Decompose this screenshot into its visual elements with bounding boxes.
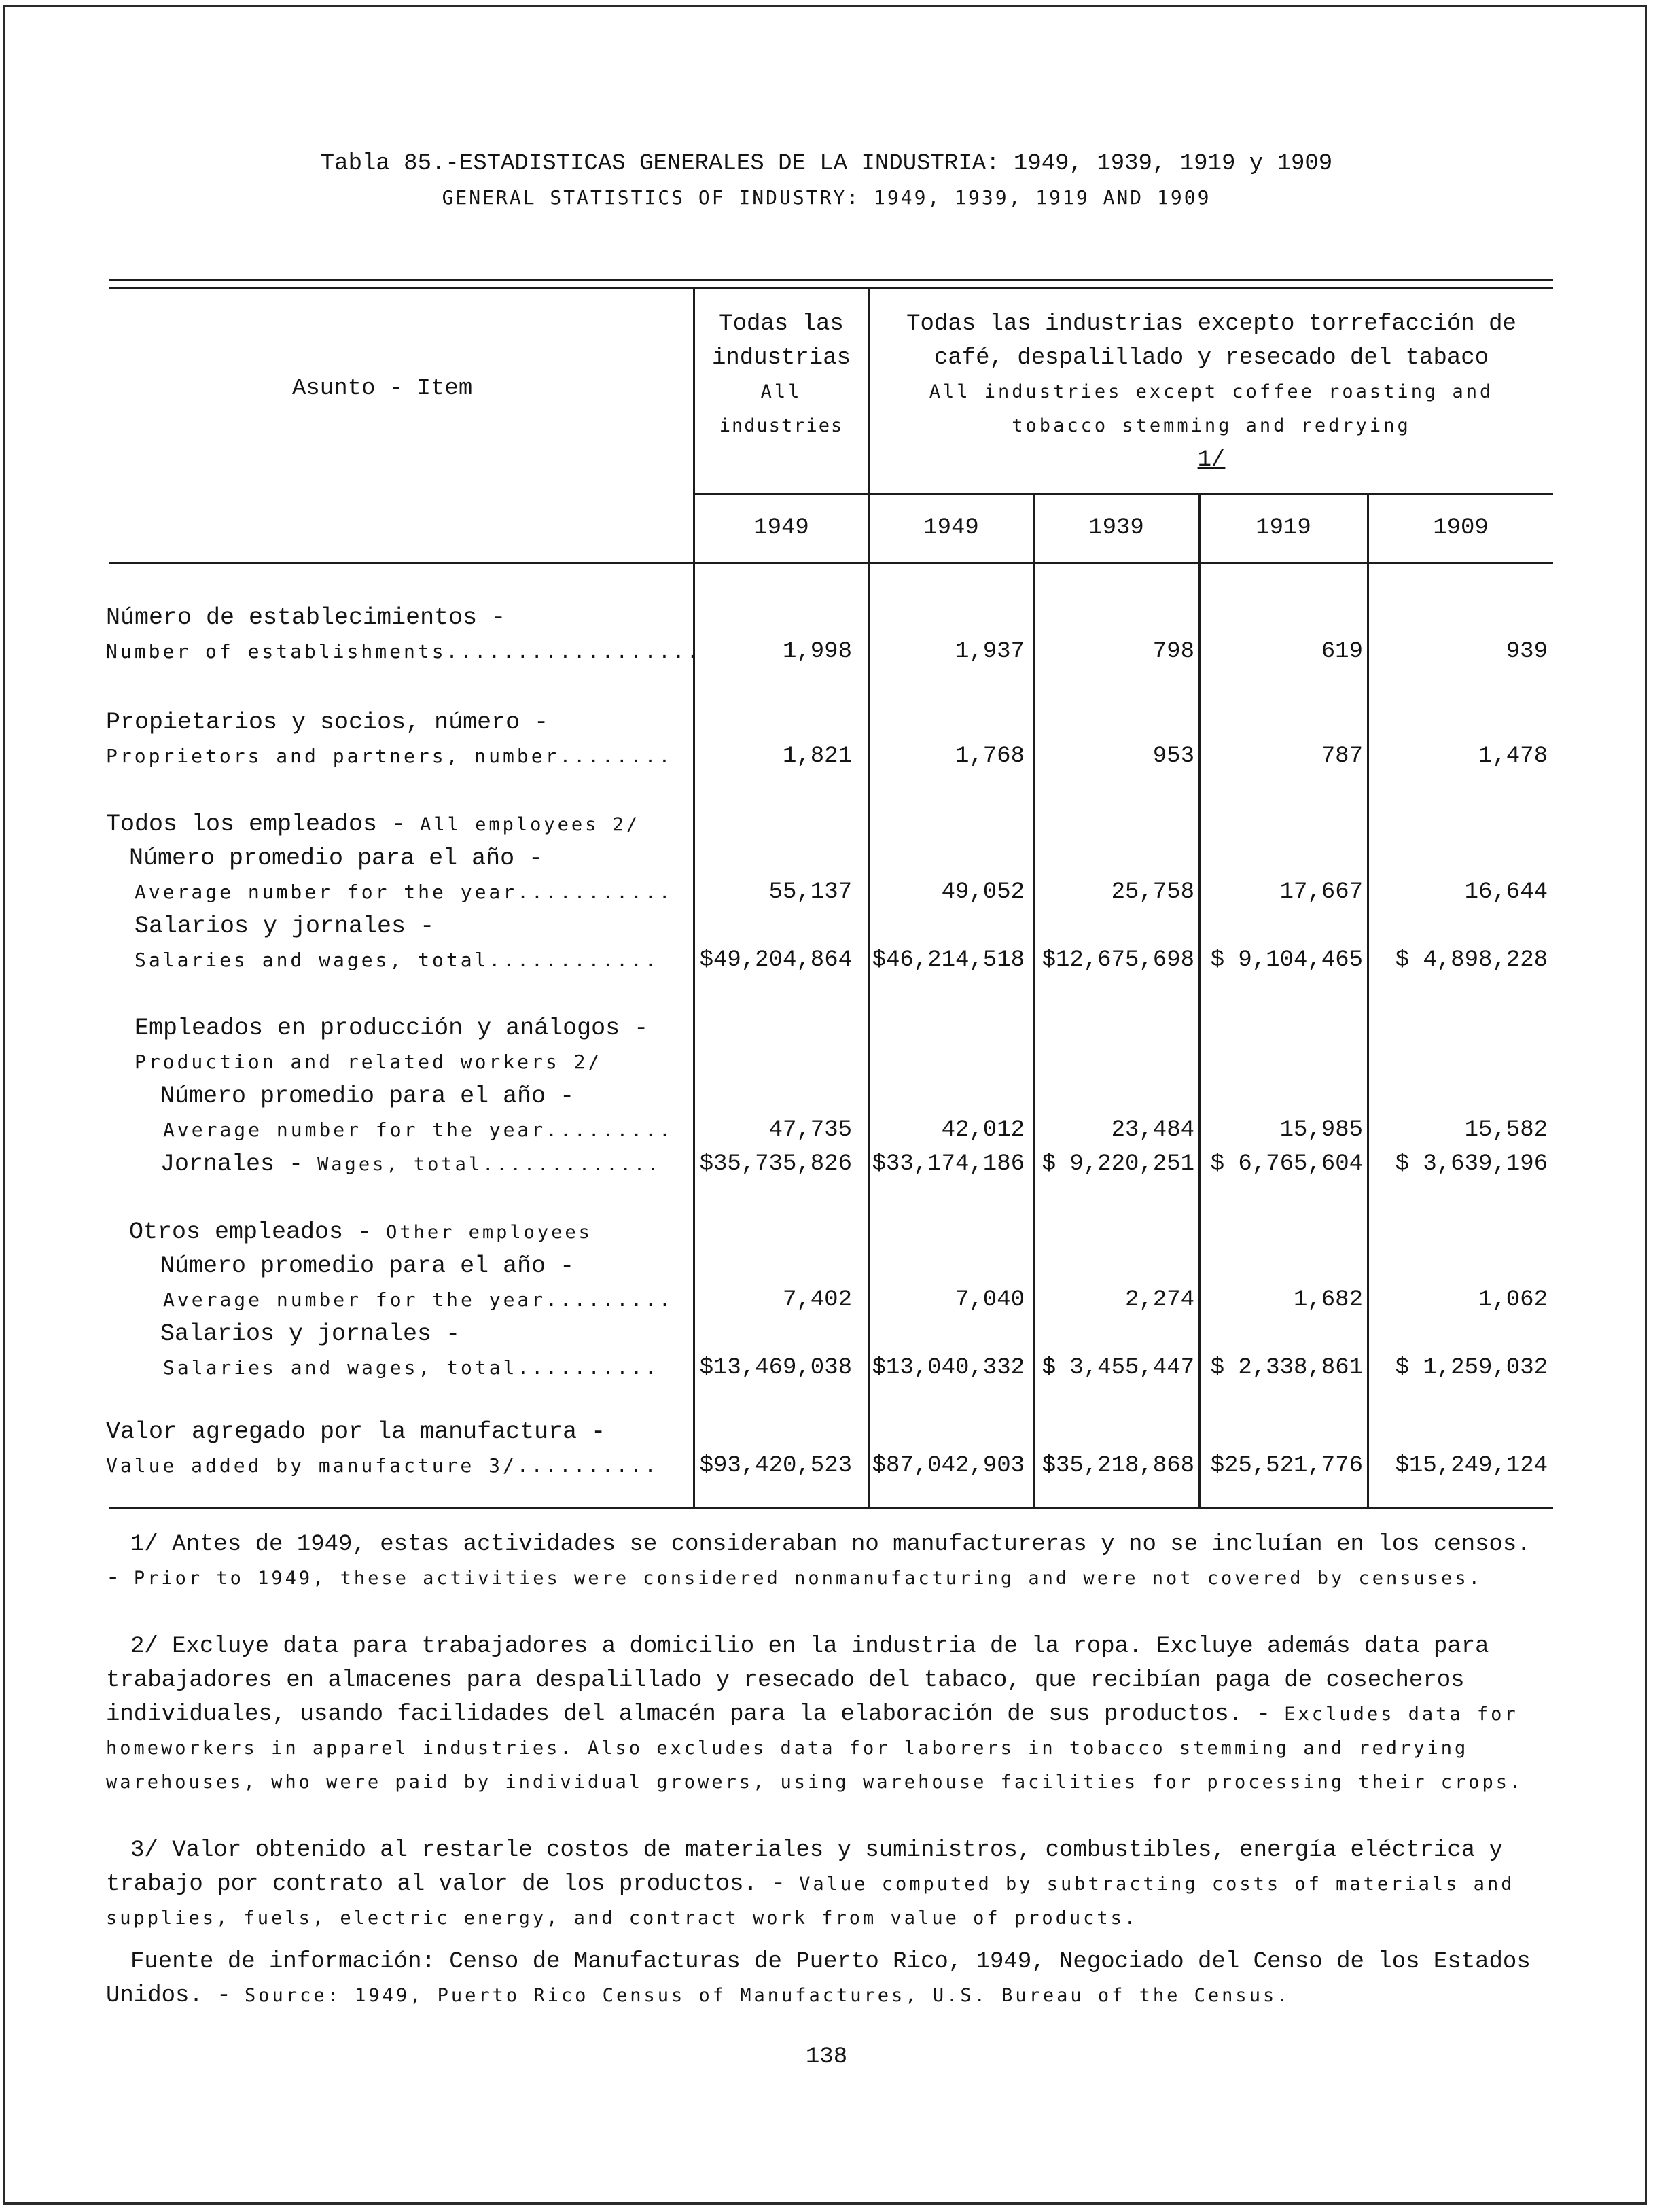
- table-cell: $ 4,898,228: [1395, 947, 1548, 973]
- section-heading: [129, 1215, 592, 1250]
- header-except-en-1: All industries except coffee roasting and: [929, 381, 1494, 402]
- header-except-es-1: Todas las industrias excepto torrefacción de: [906, 311, 1516, 337]
- table-cell: 1,821: [782, 743, 852, 769]
- table-cell: 42,012: [941, 1117, 1025, 1143]
- table-cell: 1,062: [1478, 1287, 1548, 1313]
- page-number: 138: [805, 2044, 848, 2070]
- table-cell: $ 6,765,604: [1210, 1151, 1363, 1177]
- table-cell: 7,040: [955, 1287, 1025, 1313]
- table-cell: $35,735,826: [699, 1151, 852, 1177]
- table-cell: $87,042,903: [872, 1453, 1025, 1479]
- table-cell: 25,758: [1111, 879, 1194, 905]
- table-cell: $15,249,124: [1395, 1453, 1548, 1479]
- table-cell: 15,582: [1464, 1117, 1548, 1143]
- table-cell: $ 9,220,251: [1042, 1151, 1194, 1177]
- footnote-2: [106, 1630, 1546, 1800]
- footnote-1-en: Prior to 1949, these activities were considered nonmanufacturing and were not covered by censuses.: [133, 1568, 1482, 1589]
- row-label-en: Average number for the year.........: [163, 1119, 673, 1141]
- table-cell: $13,469,038: [699, 1355, 852, 1381]
- table-cell: 47,735: [768, 1117, 852, 1143]
- table-cell: $13,040,332: [872, 1355, 1025, 1381]
- year-col-5: 1909: [1433, 515, 1489, 541]
- table-cell: 49,052: [941, 879, 1025, 905]
- row-label-en: Salaries and wages, total............: [135, 949, 659, 971]
- section-heading-en: All employees 2/: [420, 814, 641, 835]
- year-col-3: 1939: [1088, 515, 1144, 541]
- table-cell: 953: [1152, 743, 1194, 769]
- row-label-en: Salaries and wages, total..........: [163, 1356, 660, 1379]
- source-note: [106, 1945, 1546, 2013]
- table-cell: 787: [1321, 743, 1363, 769]
- table-cell: $49,204,864: [699, 947, 852, 973]
- header-all-en-1: All: [760, 381, 802, 402]
- table-cell: $ 3,455,447: [1042, 1355, 1194, 1381]
- table-cell: $33,174,186: [872, 1151, 1025, 1177]
- footnote-3: [106, 1833, 1546, 1935]
- table-title-spanish: Tabla 85.-ESTADISTICAS GENERALES DE LA INDUSTRIA: 1949, 1939, 1919 y 1909: [320, 151, 1333, 177]
- section-heading: [106, 807, 640, 842]
- table-cell: $ 9,104,465: [1210, 947, 1363, 973]
- table-cell: 619: [1321, 639, 1363, 665]
- table-cell: 939: [1506, 639, 1548, 665]
- section-heading-es: Otros empleados -: [129, 1218, 387, 1246]
- row-label-en: Average number for the year.........: [163, 1288, 673, 1311]
- table-title-english: GENERAL STATISTICS OF INDUSTRY: 1949, 1939, 1919 AND 1909: [442, 186, 1211, 209]
- section-heading-es: Empleados en producción y análogos -: [135, 1015, 649, 1042]
- table-cell: $ 3,639,196: [1395, 1151, 1548, 1177]
- header-all-es-2: industrias: [711, 345, 851, 371]
- row-label-es: Propietarios y socios, número -: [106, 709, 549, 736]
- year-col-1: 1949: [753, 515, 809, 541]
- header-item: Asunto - Item: [292, 376, 473, 402]
- row-label-es: Valor agregado por la manufactura -: [106, 1418, 606, 1445]
- table-cell: 7,402: [782, 1287, 852, 1313]
- table-cell: $12,675,698: [1042, 947, 1194, 973]
- footnote-1-es: 1/ Antes de 1949, estas actividades se consideraban no manufactureras y no se incluían en los censos. -: [106, 1532, 1531, 1592]
- table-cell: 1,768: [955, 743, 1025, 769]
- table-cell: 798: [1152, 639, 1194, 665]
- row-label: [160, 1147, 661, 1182]
- row-label-en: Average number for the year...........: [135, 881, 673, 903]
- section-heading-es: Todos los empleados -: [106, 811, 421, 838]
- row-label-en: Number of establishments..................: [106, 640, 702, 663]
- row-label-es: Salarios y jornales -: [135, 913, 435, 940]
- header-all-es-1: Todas las: [719, 311, 844, 337]
- section-heading-en: Production and related workers 2/: [135, 1051, 603, 1073]
- header-except-es-2: café, despalillado y resecado del tabaco: [934, 345, 1489, 371]
- table-cell: $93,420,523: [699, 1453, 852, 1479]
- table-cell: 55,137: [768, 879, 852, 905]
- table-cell: 16,644: [1464, 879, 1548, 905]
- row-label-en: Proprietors and partners, number........: [106, 745, 673, 767]
- header-except-note: 1/: [1197, 447, 1226, 473]
- table-bottom-rule: [109, 1507, 1553, 1509]
- row-label-es: Número de establecimientos -: [106, 604, 506, 631]
- table-cell: 15,985: [1279, 1117, 1363, 1143]
- footnote-3-es: 3/ Valor obtenido al restarle costos de materiales y suministros, combustibles, energía eléctrica y trabajo por contrato al valor de los productos. -: [106, 1838, 1503, 1897]
- row-label-es: Salarios y jornales -: [160, 1320, 461, 1348]
- source-note-es: Fuente de información: Censo de Manufacturas de Puerto Rico, 1949, Negociado del Censo de los Estados Unidos. -: [106, 1949, 1531, 2009]
- section-heading-en: Other employees: [386, 1222, 592, 1243]
- row-label-es: Número promedio para el año -: [129, 845, 544, 872]
- header-bottom-rule: [109, 562, 1553, 564]
- table-cell: 2,274: [1124, 1287, 1194, 1313]
- row-label-es: Jornales -: [160, 1151, 318, 1178]
- table-cell: 1,478: [1478, 743, 1548, 769]
- table-cell: $ 1,259,032: [1395, 1355, 1548, 1381]
- table-cell: $ 2,338,861: [1210, 1355, 1363, 1381]
- row-label-en: Value added by manufacture 3/..........: [106, 1454, 659, 1477]
- row-label-en: Wages, total.............: [317, 1154, 662, 1175]
- footnote-2-en: Excludes data for homeworkers in apparel industries. Also excludes data for laborers in tobacco stemming and redrying warehouses, who were paid by individual growers, using warehouse facilities for processing their crops.: [106, 1704, 1524, 1793]
- top-rule-2: [109, 287, 1553, 289]
- table-cell: 23,484: [1111, 1117, 1194, 1143]
- header-all-en-2: industries: [719, 415, 844, 436]
- year-col-2: 1949: [923, 515, 979, 541]
- table-cell: 1,937: [955, 639, 1025, 665]
- table-cell: $35,218,868: [1042, 1453, 1194, 1479]
- table-cell: 1,998: [782, 639, 852, 665]
- row-label-es: Número promedio para el año -: [160, 1252, 575, 1280]
- row-label-es: Número promedio para el año -: [160, 1083, 575, 1110]
- footnote-2-es: 2/ Excluye data para trabajadores a domicilio en la industria de la ropa. Excluye además data para trabajadores en almacenes para despalillado y resecado del tabaco, que recibían paga de cosecheros individuales, usando facilidades del almacén para la elaboración de sus productos. -: [106, 1634, 1489, 1727]
- footnote-3-en: Value computed by subtracting costs of materials and supplies, fuels, electric energy, and contract work from value of products.: [106, 1874, 1515, 1929]
- year-header-rule: [693, 493, 1553, 495]
- source-note-en: Source: 1949, Puerto Rico Census of Manufactures, U.S. Bureau of the Census.: [245, 1985, 1291, 2006]
- year-col-4: 1919: [1256, 515, 1311, 541]
- table-cell: 1,682: [1293, 1287, 1363, 1313]
- header-except-en-2: tobacco stemming and redrying: [1012, 415, 1411, 436]
- table-cell: 17,667: [1279, 879, 1363, 905]
- table-cell: $46,214,518: [872, 947, 1025, 973]
- footnote-1: [106, 1528, 1546, 1596]
- top-rule: [109, 279, 1553, 281]
- table-cell: $25,521,776: [1210, 1453, 1363, 1479]
